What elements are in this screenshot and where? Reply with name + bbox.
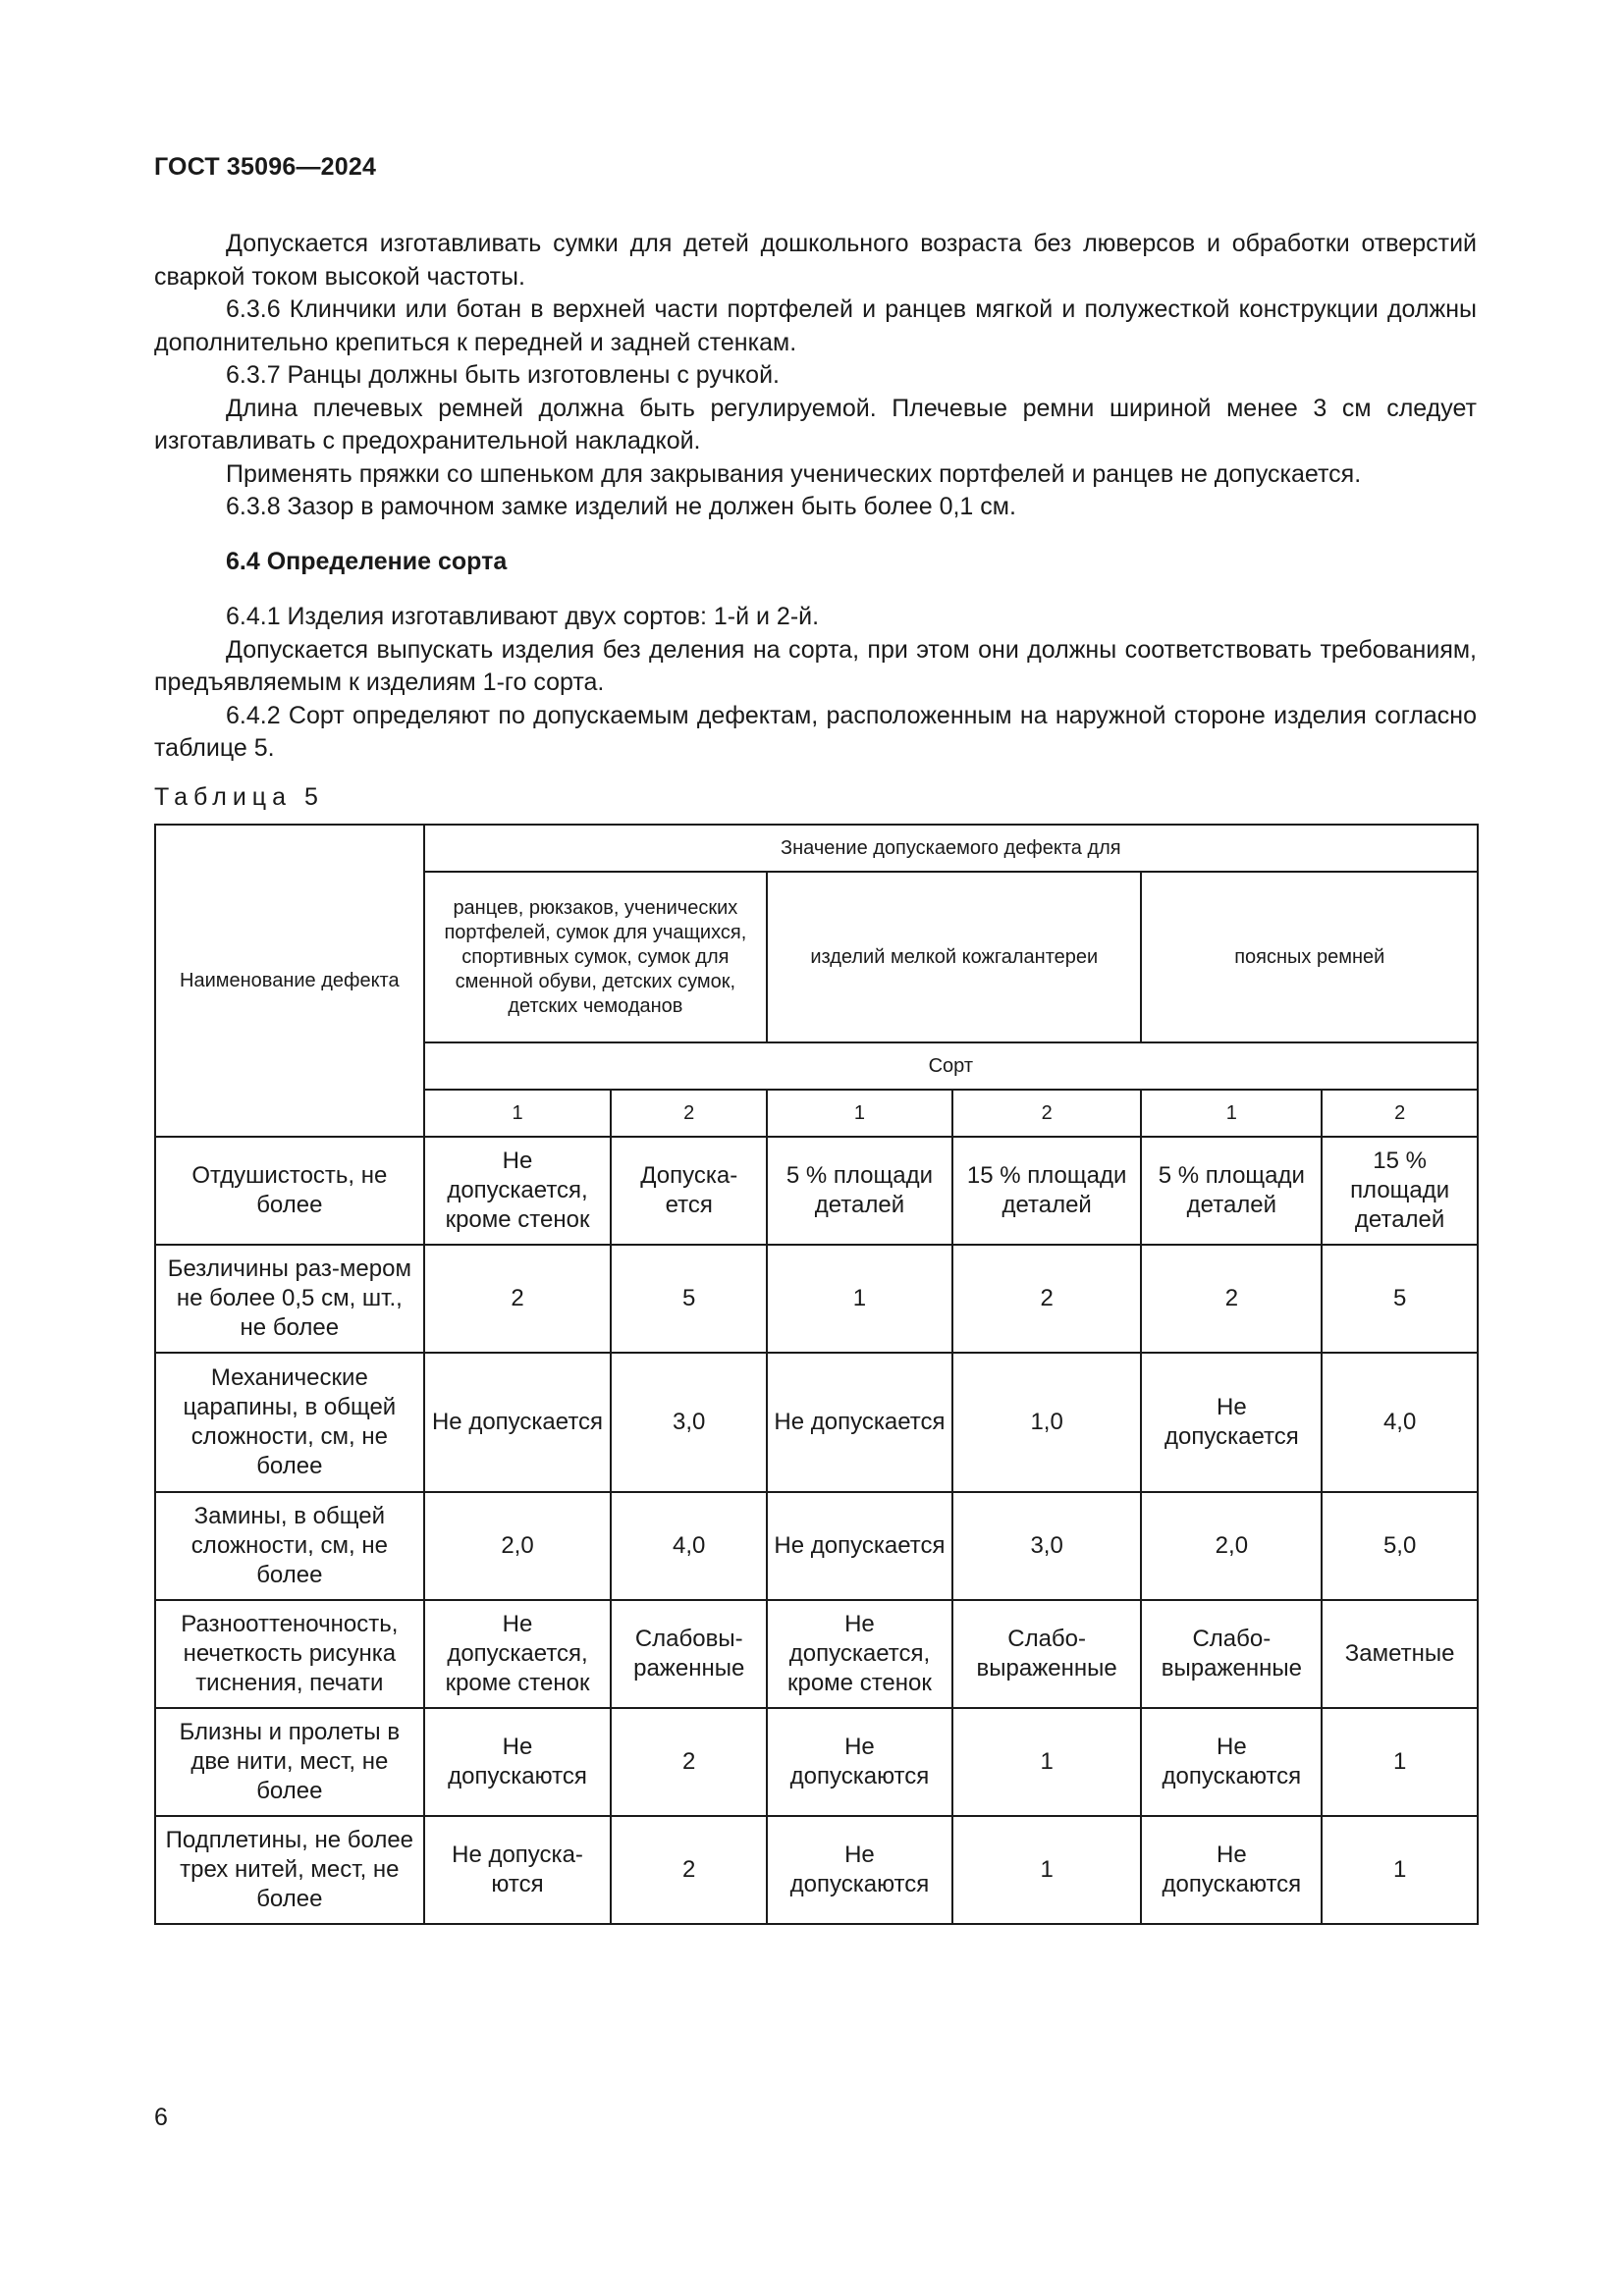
- table-cell: Не допускается: [424, 1353, 612, 1492]
- sort-number: 1: [424, 1090, 612, 1137]
- header-value-group: Значение допускаемого дефекта для: [424, 825, 1478, 872]
- document-header: ГОСТ 35096—2024: [154, 153, 377, 181]
- sort-number: 1: [1141, 1090, 1322, 1137]
- table-cell: 5: [611, 1245, 767, 1353]
- table-cell: Слабо-выраженные: [1141, 1600, 1322, 1708]
- table-row: [155, 1492, 1478, 1600]
- header-group-children-bags: ранцев, рюкзаков, ученических портфелей, сумок для учащихся, спортивных сумок, сумок для сменной обуви, детских сумок, детских чемоданов: [424, 872, 767, 1042]
- sort-number: 1: [767, 1090, 952, 1137]
- table-cell: 15 % площади деталей: [1322, 1137, 1478, 1245]
- paragraph: 6.4.1 Изделия изготавливают двух сортов: 1-й и 2-й.: [226, 603, 820, 630]
- header-group-small-leather: изделий мелкой кожгалантереи: [767, 872, 1141, 1042]
- table-cell: 1: [1322, 1816, 1478, 1924]
- table-cell: 1: [1322, 1708, 1478, 1816]
- row-label: Механические царапины, в общей сложности, см, не более: [155, 1353, 424, 1492]
- table-cell: Не допускаются: [767, 1816, 952, 1924]
- paragraph: 6.3.6 Клинчики или ботан в верхней части портфелей и ранцев мягкой и полужесткой конструкции должны дополнительно крепиться к передней и задней стенкам.: [154, 295, 1477, 356]
- row-label: Безличины раз-мером не более 0,5 см, шт., не более: [155, 1245, 424, 1353]
- header-group-belts: поясных ремней: [1141, 872, 1478, 1042]
- sort-number: 2: [1322, 1090, 1478, 1137]
- body-text: [154, 228, 1477, 766]
- defects-table: [154, 824, 1479, 1925]
- table-cell: 15 % площади деталей: [952, 1137, 1142, 1245]
- table-cell: Не допуска-ются: [424, 1816, 612, 1924]
- table-cell: Не допускается: [767, 1492, 952, 1600]
- table-cell: Не допускается: [1141, 1353, 1322, 1492]
- table-cell: 5 % площади деталей: [767, 1137, 952, 1245]
- table-cell: Заметные: [1322, 1600, 1478, 1708]
- table-cell: 2: [952, 1245, 1142, 1353]
- row-label: Близны и пролеты в две нити, мест, не более: [155, 1708, 424, 1816]
- table-row: [155, 1245, 1478, 1353]
- table-row: [155, 1708, 1478, 1816]
- table-cell: 2: [424, 1245, 612, 1353]
- table-cell: Не допускаются: [1141, 1816, 1322, 1924]
- table-cell: 5,0: [1322, 1492, 1478, 1600]
- table-cell: Не допускается, кроме стенок: [767, 1600, 952, 1708]
- row-label: Разнооттеночность, нечеткость рисунка тиснения, печати: [155, 1600, 424, 1708]
- table-cell: Слабовы-раженные: [611, 1600, 767, 1708]
- table-cell: 4,0: [611, 1492, 767, 1600]
- table-cell: 2: [611, 1816, 767, 1924]
- table-cell: Не допускаются: [1141, 1708, 1322, 1816]
- table-caption: Таблица 5: [154, 783, 324, 811]
- table-cell: 1: [952, 1816, 1142, 1924]
- table-cell: 5 % площади деталей: [1141, 1137, 1322, 1245]
- paragraph: Допускается изготавливать сумки для детей дошкольного возраста без люверсов и обработки отверстий сваркой током высокой частоты.: [154, 230, 1477, 291]
- table-row: [155, 1816, 1478, 1924]
- page-number: 6: [154, 2104, 168, 2131]
- header-sort: Сорт: [424, 1042, 1478, 1090]
- table-cell: 3,0: [952, 1492, 1142, 1600]
- table-cell: 2: [611, 1708, 767, 1816]
- table-cell: Слабо-выраженные: [952, 1600, 1142, 1708]
- sort-number: 2: [952, 1090, 1142, 1137]
- table-cell: Не допускаются: [424, 1708, 612, 1816]
- table-cell: 2,0: [424, 1492, 612, 1600]
- header-defect-name: Наименование дефекта: [155, 825, 424, 1137]
- table-cell: 2: [1141, 1245, 1322, 1353]
- paragraph: 6.4.2 Сорт определяют по допускаемым дефектам, расположенным на наружной стороне изделия согласно таблице 5.: [154, 701, 1477, 762]
- table-cell: 2,0: [1141, 1492, 1322, 1600]
- row-label: Отдушистость, не более: [155, 1137, 424, 1245]
- table-cell: 3,0: [611, 1353, 767, 1492]
- table-cell: 1,0: [952, 1353, 1142, 1492]
- paragraph: 6.3.8 Зазор в рамочном замке изделий не должен быть более 0,1 см.: [226, 493, 1016, 520]
- table-cell: Не допускаются: [767, 1708, 952, 1816]
- table-row: [155, 1600, 1478, 1708]
- table-cell: Не допускается, кроме стенок: [424, 1600, 612, 1708]
- paragraph: Длина плечевых ремней должна быть регулируемой. Плечевые ремни шириной менее 3 см следует изготавливать с предохранительной накладкой.: [154, 394, 1477, 454]
- table-row: [155, 1353, 1478, 1492]
- table-cell: Не допускается, кроме стенок: [424, 1137, 612, 1245]
- row-label: Замины, в общей сложности, см, не более: [155, 1492, 424, 1600]
- sort-number: 2: [611, 1090, 767, 1137]
- paragraph: Допускается выпускать изделия без деления на сорта, при этом они должны соответствовать требованиям, предъявляемым к изделиям 1-го сорта.: [154, 635, 1477, 696]
- row-label: Подплетины, не более трех нитей, мест, не более: [155, 1816, 424, 1924]
- table-cell: Допуска-ется: [611, 1137, 767, 1245]
- table-cell: 1: [767, 1245, 952, 1353]
- table-cell: 5: [1322, 1245, 1478, 1353]
- table-cell: 4,0: [1322, 1353, 1478, 1492]
- table-cell: Не допускается: [767, 1353, 952, 1492]
- table-row: [155, 1137, 1478, 1245]
- paragraph: Применять пряжки со шпеньком для закрывания ученических портфелей и ранцев не допускается.: [226, 459, 1362, 488]
- table-cell: 1: [952, 1708, 1142, 1816]
- section-title: 6.4 Определение сорта: [226, 547, 508, 575]
- paragraph: 6.3.7 Ранцы должны быть изготовлены с ручкой.: [226, 361, 780, 389]
